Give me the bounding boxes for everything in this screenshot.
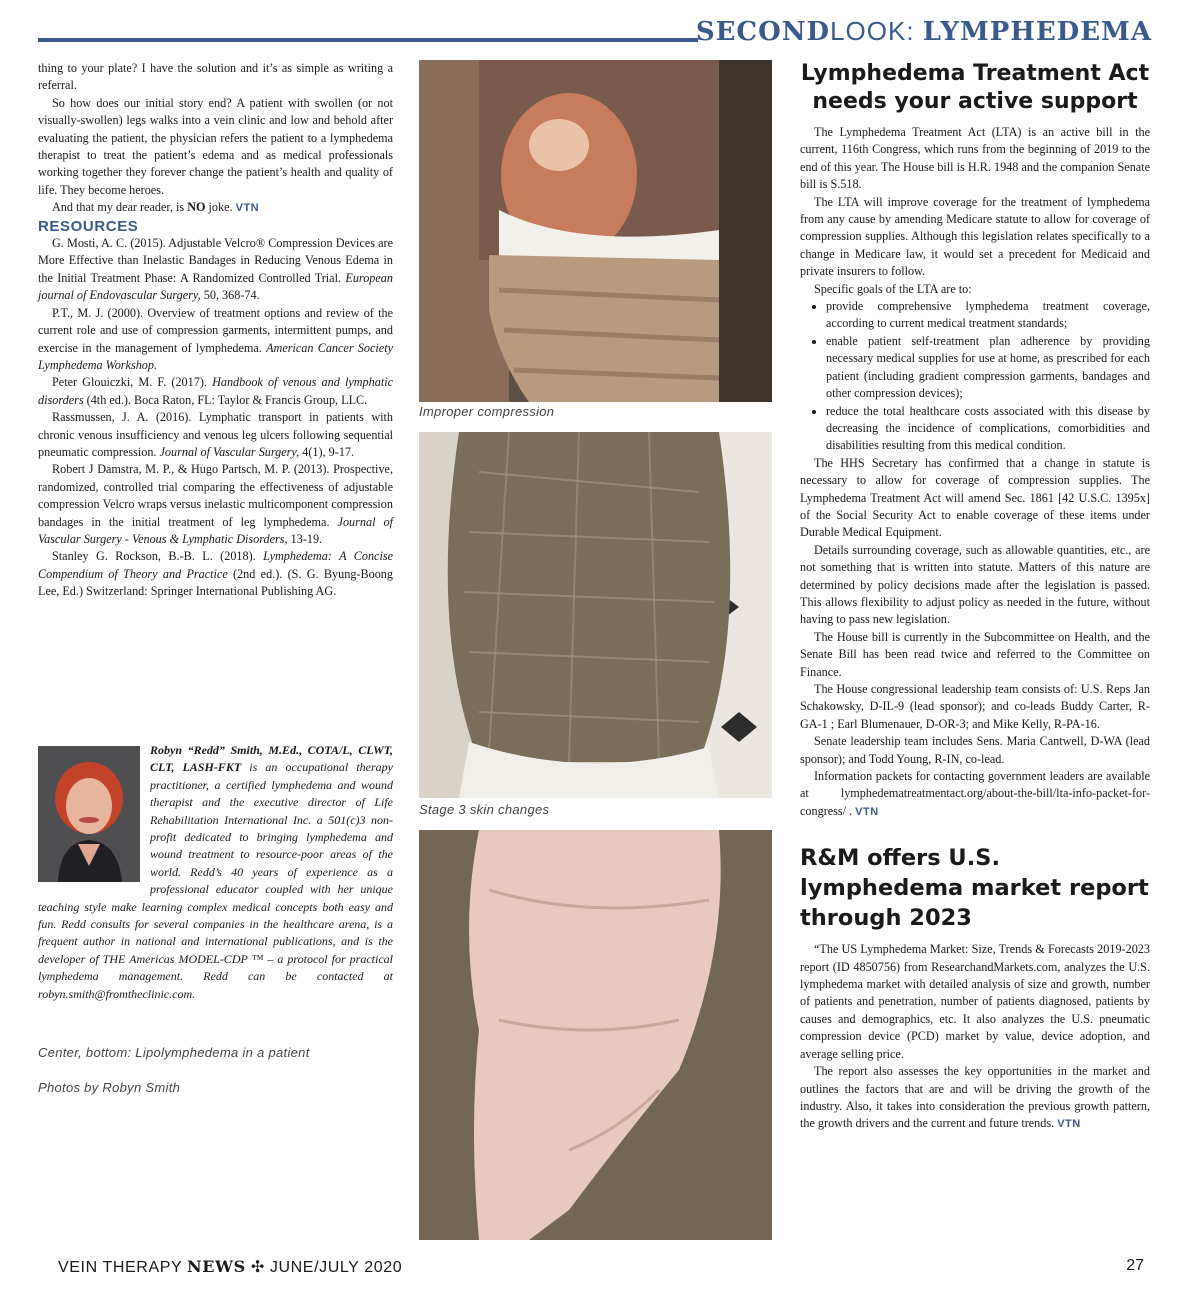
header-brand-light: LOOK:	[830, 16, 923, 46]
goal-item: • provide comprehensive lymphedema treatment coverage, according to current medical treatment standards;	[826, 298, 1150, 333]
photo-stage3-skin	[419, 432, 772, 798]
article1-closing-text: Information packets for contacting government leaders are available at lymphedematreatmentact.org/about-the-bill/lta-info-packet-for-congress/ .	[800, 769, 1150, 818]
article2-paragraph: “The US Lymphedema Market: Size, Trends & Forecasts 2019-2023 report (ID 4850756) from ResearchandMarkets.com, analyzes the U.S. lymphedema market with detailed analysis of size and growth, number of patients and penetration, number of patients diagnosed, patients by causes and demographics, etc. It also analyzes the U.S. pneumatic compression device (PCD) market by value, device adoption, and average selling price.	[800, 942, 1150, 1061]
vtn-endmark: VTN	[855, 805, 879, 818]
right-column	[800, 60, 1150, 1134]
vtn-endmark: VTN	[1057, 1118, 1081, 1131]
left-column	[38, 60, 393, 601]
author-name: Robyn “Redd” Smith, M.Ed., COTA/L, CLWT, CLT, LASH-FKT	[150, 743, 393, 775]
article1-paragraph: The LTA will improve coverage for the treatment of lymphedema from any cause by amending Medicare statute to allow for coverage of compression supplies. Although this legislation relates specifically to a change in Medicare law, it would set a precedent for Medicaid and private insurers to follow.	[800, 194, 1150, 279]
header-rule	[38, 38, 698, 42]
section-header	[696, 16, 1152, 47]
goal-item: • enable patient self-treatment plan adherence by providing necessary medical supplies for use at home, as prescribed for each patient (including gradient compression garments, bandages and other compression devices);	[826, 333, 1150, 403]
caption-stage3-skin: Stage 3 skin changes	[419, 802, 550, 817]
photo-lipolymphedema	[419, 830, 772, 1240]
resource-entry: Robert J Damstra, M. P., & Hugo Partsch, M. P. (2013). Prospective, randomized, controlled trial comparing the effectiveness of adjustable compression Velcro wraps versus inelastic multicomponent compression bandages in the initial treatment of leg lymphedema. Journal of Vascular Surgery - Venous & Lymphatic Disorders, 13-19.	[38, 462, 393, 546]
resource-entry: Stanley G. Rockson, B.-B. L. (2018). Lymphedema: A Concise Compendium of Theory and Practice (2nd ed.). (S. G. Byung-Boong Lee, Ed.) Switzerland: Springer International Publishing AG.	[38, 549, 393, 599]
footer-issue: JUNE/JULY 2020	[269, 1259, 403, 1276]
article2-paragraph-closing	[800, 1063, 1150, 1134]
resource-entry: P.T., M. J. (2000). Overview of treatment options and review of the current role and use of compression garments, intermittent pumps, and exercise in the management of lymphedema. American Cancer Society Lymphedema Workshop.	[38, 305, 394, 372]
left-paragraph: So how does our initial story end? A patient with swollen (or not visually-swollen) legs walks into a vein clinic and low and behold after evaluating the patient, the physician refers the patient to a lymphedema therapist to treat the patient’s edema and as medical professionals working together they forever change the patient’s health and quality of life. They become heroes.	[38, 95, 393, 197]
article2-title: R&M offers U.S. lymphedema market report through 2023	[800, 845, 1149, 932]
article1-paragraph: Specific goals of the LTA are to:	[814, 281, 972, 296]
footer-publication: VEIN THERAPY	[58, 1259, 188, 1276]
article1-paragraph: The Lymphedema Treatment Act (LTA) is an active bill in the current, 116th Congress, which runs from the beginning of 2019 to the end of this year. The House bill is H.R. 1948 and the companion Senate bill is S.518.	[800, 125, 1150, 192]
footer	[58, 1257, 402, 1277]
article2-closing-text: The report also assesses the key opportunities in the market and outlines the factors that are and will be driving the growth of the industry. Also, it takes into consideration the previous growth pattern, the growth drivers and the current and future trends.	[800, 1064, 1150, 1131]
closing-text: And that my dear reader, is	[52, 200, 188, 215]
header-topic: LYMPHEDEMA	[922, 17, 1152, 47]
page-number: 27	[1126, 1257, 1144, 1274]
closing-text-end: joke.	[205, 200, 236, 215]
vtn-endmark: VTN	[235, 202, 260, 215]
resource-entry: Peter Glouiczki, M. F. (2017). Handbook of venous and lymphatic disorders (4th ed.). Boca Raton, FL: Taylor & Francis Group, LLC.	[38, 375, 394, 407]
author-bio-text: is an occupational therapy practitioner, a certified lymphedema and wound therapist and the executive director of Life Rehabilitation International Inc. a 501(c)3 non-profit dedicated to bringing lymphedema and wound treatment to resource-poor areas of the world. Redd’s 40 years of experience as a professional educator coupled with her unique teaching style make learning complex medical concepts both easy and fun. Redd consults for several companies in the healthcare arena, is a frequent author in national and international publications, and is the developer of THE Americas MODEL-CDP ™ – a protocol for practical lymphedema management. Redd can be contacted at robyn.smith@fromtheclinic.com.	[38, 760, 393, 1001]
caption-center-bottom: Center, bottom: Lipolymphedema in a patient	[38, 1045, 310, 1060]
author-photo	[38, 746, 140, 882]
article1-paragraph: Details surrounding coverage, such as allowable quantities, etc., are not something that is written into statute. Matters of this nature are determined by policy decisions made after the legislation is passed. This allows flexibility to adjust policy as needed in the future, without having to pass new legislation.	[800, 542, 1150, 627]
caption-improper-compression: Improper compression	[419, 404, 555, 419]
resources-heading: RESOURCES	[38, 217, 139, 235]
closing-bold: NO	[187, 200, 206, 215]
header-brand-bold: SECOND	[695, 17, 831, 47]
photo-improper-compression	[419, 60, 772, 402]
resource-entry: Rassmussen, J. A. (2016). Lymphatic transport in patients with chronic venous insufficiency and venous leg ulcers following sequential pneumatic compression. Journal of Vascular Surgery, 4(1), 9-17.	[38, 410, 393, 459]
left-paragraph-closing	[38, 199, 393, 217]
author-bio	[38, 742, 393, 1003]
resource-entry: G. Mosti, A. C. (2015). Adjustable Velcro® Compression Devices are More Effective than Inelastic Bandages in Reducing Venous Edema in the Initial Treatment Phase: A Randomized Controlled Trial. European journal of Endovascular Surgery, 50, 368-74.	[38, 236, 393, 303]
article1-title: Lymphedema Treatment Act needs your active support	[800, 61, 1150, 114]
article1-paragraph: The House bill is currently in the Subcommittee on Health, and the Senate Bill has been read twice and referred to the Committee on Finance.	[800, 629, 1150, 679]
article1-paragraph: The House congressional leadership team consists of: U.S. Reps Jan Schakowsky, D-IL-9 (lead sponsor); and co-leads Buddy Carter, R-GA-1 ; Earl Blumenauer, D-OR-3; and Mike Kelly, R-PA-16.	[800, 682, 1150, 731]
article1-paragraph: The HHS Secretary has confirmed that a change in statute is necessary to allow for coverage of compression supplies. The Lymphedema Treatment Act will amend Sec. 1861 [42 U.S.C. 1395x] of the Social Security Act to enable coverage of these items under Durable Medical Equipment.	[800, 455, 1150, 540]
footer-publication-news: NEWS	[187, 1257, 246, 1276]
footer-separator-icon: ✣	[250, 1259, 265, 1276]
goal-item: • reduce the total healthcare costs associated with this disease by decreasing the incidence of complications, comorbidities and disabilities resulting from this medical condition.	[826, 403, 1150, 455]
resources-list	[38, 235, 393, 601]
article1-paragraph-closing	[800, 768, 1150, 821]
left-paragraph: thing to your plate? I have the solution and it’s as simple as writing a referral.	[38, 61, 393, 93]
photo-credit: Photos by Robyn Smith	[38, 1080, 181, 1095]
goals-list	[800, 298, 1150, 455]
article1-paragraph: Senate leadership team includes Sens. Maria Cantwell, D-WA (lead sponsor); and Todd Young, R-IN, co-lead.	[800, 734, 1150, 766]
